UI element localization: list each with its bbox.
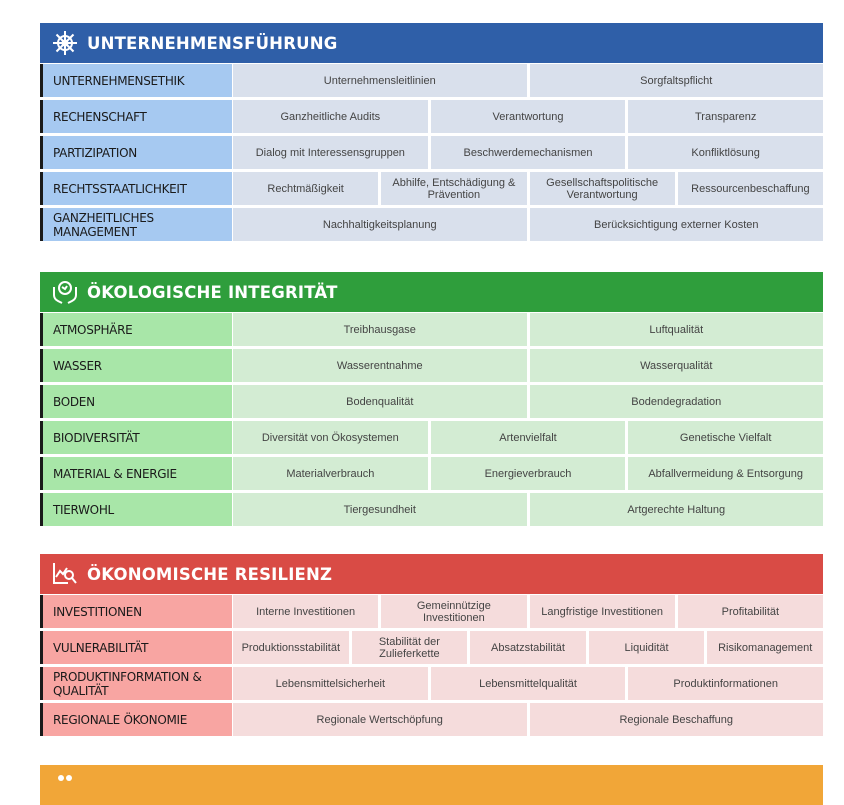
- table-row: [40, 136, 823, 169]
- indicator-cell: Nachhaltigkeitsplanung: [233, 208, 527, 241]
- table-row: [40, 421, 823, 454]
- indicator-cell: Materialverbrauch: [233, 457, 428, 490]
- indicator-cell: Unternehmensleitlinien: [233, 64, 527, 97]
- indicator-cell: Absatzstabilität: [470, 631, 586, 664]
- indicator-cell: Liquidität: [589, 631, 705, 664]
- indicator-cell: Wasserqualität: [530, 349, 824, 382]
- row-label: PARTIZIPATION: [40, 136, 232, 169]
- indicator-cell: Produktinformationen: [628, 667, 823, 700]
- indicator-cell: Tiergesundheit: [233, 493, 527, 526]
- indicator-cell: Risikomanagement: [707, 631, 823, 664]
- section-governance: [40, 23, 823, 241]
- indicator-cell: Bodenqualität: [233, 385, 527, 418]
- indicator-cell: Gemeinnützige Investitionen: [381, 595, 526, 628]
- indicator-cell: Berücksichtigung externer Kosten: [530, 208, 824, 241]
- indicator-cell: Artgerechte Haltung: [530, 493, 824, 526]
- indicator-cell: Konfliktlösung: [628, 136, 823, 169]
- table-row: [40, 493, 823, 526]
- table-row: [40, 208, 823, 241]
- indicator-cell: Dialog mit Interessensgruppen: [233, 136, 428, 169]
- table-row: [40, 313, 823, 346]
- row-label: INVESTITIONEN: [40, 595, 232, 628]
- indicator-cell: Ganzheitliche Audits: [233, 100, 428, 133]
- indicator-cell: Energieverbrauch: [431, 457, 626, 490]
- indicator-cell: Abhilfe, Entschädigung & Prävention: [381, 172, 526, 205]
- row-label: MATERIAL & ENERGIE: [40, 457, 232, 490]
- indicator-cell: Treibhausgase: [233, 313, 527, 346]
- table-row: [40, 172, 823, 205]
- indicator-cell: Sorgfaltspflicht: [530, 64, 824, 97]
- table-row: [40, 64, 823, 97]
- indicator-cell: Interne Investitionen: [233, 595, 378, 628]
- table-row: [40, 631, 823, 664]
- section-header: [40, 765, 823, 805]
- indicator-cell: Regionale Beschaffung: [530, 703, 824, 736]
- row-label: UNTERNEHMENSETHIK: [40, 64, 232, 97]
- indicator-cell: Stabilität der Zulieferkette: [352, 631, 468, 664]
- indicator-cell: Lebensmittelsicherheit: [233, 667, 428, 700]
- indicator-cell: Regionale Wertschöpfung: [233, 703, 527, 736]
- indicator-cell: Langfristige Investitionen: [530, 595, 675, 628]
- table-row: [40, 595, 823, 628]
- table-row: [40, 385, 823, 418]
- indicator-cell: Wasserentnahme: [233, 349, 527, 382]
- indicator-cell: Produktionsstabilität: [233, 631, 349, 664]
- table-row: [40, 349, 823, 382]
- people-icon: [51, 771, 79, 799]
- ship-wheel-icon: [51, 29, 79, 57]
- indicator-cell: Genetische Vielfalt: [628, 421, 823, 454]
- section-header: [40, 272, 823, 312]
- section-header: [40, 23, 823, 63]
- table-row: [40, 703, 823, 736]
- row-label: WASSER: [40, 349, 232, 382]
- row-label: BIODIVERSITÄT: [40, 421, 232, 454]
- indicator-cell: Abfallvermeidung & Entsorgung: [628, 457, 823, 490]
- row-label: PRODUKTINFORMATION & QUALITÄT: [40, 667, 232, 700]
- chart-magnifier-icon: [51, 560, 79, 588]
- indicator-cell: Luftqualität: [530, 313, 824, 346]
- indicator-cell: Profitabilität: [678, 595, 823, 628]
- indicator-cell: Gesellschaftspolitische Verantwortung: [530, 172, 675, 205]
- section-title: ÖKONOMISCHE RESILIENZ: [87, 564, 333, 584]
- indicator-cell: Bodendegradation: [530, 385, 824, 418]
- indicator-cell: Rechtmäßigkeit: [233, 172, 378, 205]
- row-label: VULNERABILITÄT: [40, 631, 232, 664]
- section-economy: [40, 554, 823, 736]
- hands-globe-icon: [51, 278, 79, 306]
- table-row: [40, 667, 823, 700]
- table-row: [40, 457, 823, 490]
- section-social: [40, 765, 823, 805]
- section-ecology: [40, 272, 823, 526]
- section-title: UNTERNEHMENSFÜHRUNG: [87, 33, 338, 53]
- indicator-cell: Beschwerdemechanismen: [431, 136, 626, 169]
- indicator-cell: Ressourcenbeschaffung: [678, 172, 823, 205]
- indicator-cell: Verantwortung: [431, 100, 626, 133]
- section-header: [40, 554, 823, 594]
- indicator-cell: Transparenz: [628, 100, 823, 133]
- table-row: [40, 100, 823, 133]
- row-label: RECHTSSTAATLICHKEIT: [40, 172, 232, 205]
- row-label: GANZHEITLICHES MANAGEMENT: [40, 208, 232, 241]
- row-label: TIERWOHL: [40, 493, 232, 526]
- row-label: RECHENSCHAFT: [40, 100, 232, 133]
- row-label: ATMOSPHÄRE: [40, 313, 232, 346]
- indicator-cell: Artenvielfalt: [431, 421, 626, 454]
- section-title: ÖKOLOGISCHE INTEGRITÄT: [87, 282, 338, 302]
- indicator-cell: Diversität von Ökosystemen: [233, 421, 428, 454]
- row-label: REGIONALE ÖKONOMIE: [40, 703, 232, 736]
- row-label: BODEN: [40, 385, 232, 418]
- indicator-cell: Lebensmittelqualität: [431, 667, 626, 700]
